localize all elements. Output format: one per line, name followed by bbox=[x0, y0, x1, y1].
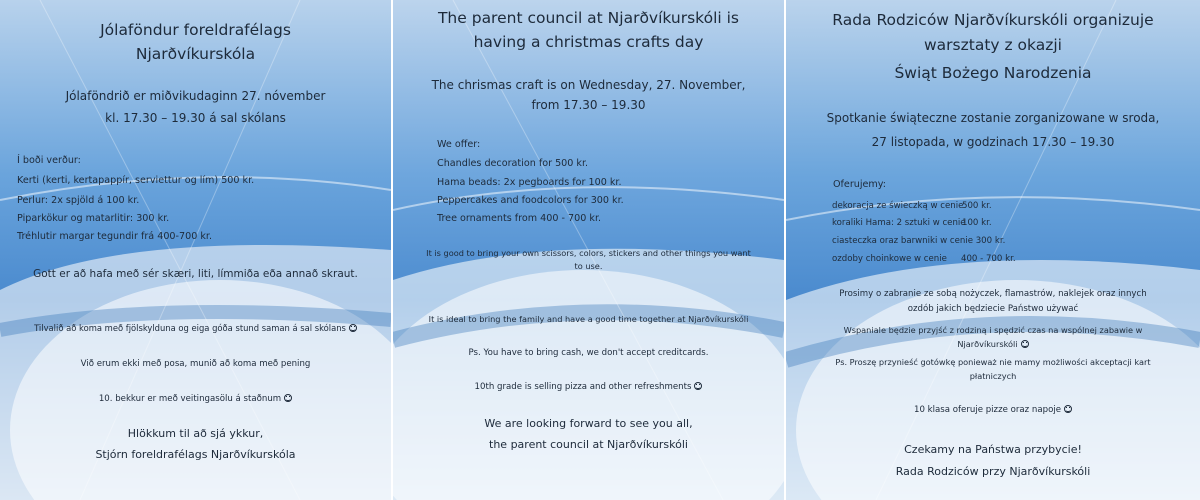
offer-item: Peppercakes and foodcolors for 300 kr. bbox=[437, 195, 624, 206]
grade-line bbox=[393, 379, 784, 395]
closing-line-1: Czekamy na Państwa przybycie! bbox=[904, 443, 1082, 456]
offer-item: Hama beads: 2x pegboards for 100 kr. bbox=[437, 177, 622, 188]
grade-line bbox=[786, 402, 1200, 418]
bring-line-2: to use. bbox=[574, 261, 603, 271]
date-line-1: The chrismas craft is on Wednesday, 27. November, bbox=[431, 78, 746, 92]
grade-text: 10. bekkur er með veitingasölu á staðnum bbox=[98, 394, 282, 404]
smiley-icon bbox=[694, 382, 702, 390]
bring-line: Gott er að hafa með sér skæri, liti, límmiða eða annað skraut. bbox=[33, 268, 358, 280]
offer-item: Tree ornaments from 400 - 700 kr. bbox=[437, 213, 602, 224]
family-text: Tilvalið að koma með fjölskylduna og eiga góða stund saman á sal skólans bbox=[34, 323, 346, 333]
offer-item-price: 500 kr. bbox=[962, 201, 992, 211]
offer-item: Chandles decoration for 500 kr. bbox=[437, 158, 589, 169]
date-line-2: from 17.30 – 19.30 bbox=[531, 98, 646, 112]
offer-heading: Í boði verður: bbox=[17, 155, 81, 166]
offer-item: Perlur: 2x spjöld á 100 kr. bbox=[17, 195, 140, 206]
family-line-2 bbox=[786, 336, 1200, 352]
offer-item-label: dekoracja ze świeczką w cenie bbox=[832, 201, 964, 211]
bring-line-2: ozdób jakich będziecie Państwo używać bbox=[907, 304, 1079, 314]
offer-item-price: 100 kr. bbox=[962, 218, 992, 228]
cash-line: Ps. You have to bring cash, we don't accept creditcards. bbox=[468, 348, 709, 358]
title-line-2: warsztaty z okazji bbox=[923, 36, 1062, 54]
cash-line-1: Ps. Proszę przynieść gotówkę ponieważ nie mamy możliwości akceptacji kart bbox=[835, 357, 1151, 367]
offer-item-label: ciasteczka oraz barwniki w cenie 300 kr. bbox=[832, 236, 1006, 246]
date-line-2: 27 listopada, w godzinach 17.30 – 19.30 bbox=[871, 135, 1115, 149]
grade-line bbox=[0, 391, 391, 407]
family-line: It is ideal to bring the family and have a good time together at Njarðvíkurskóli bbox=[428, 314, 749, 324]
poster-icelandic bbox=[0, 0, 391, 500]
date-line-1: Spotkanie świąteczne zostanie zorganizowane w sroda, bbox=[826, 111, 1160, 125]
grade-text: 10th grade is selling pizza and other refreshments bbox=[474, 382, 692, 392]
closing-line-1: Hlökkum til að sjá ykkur, bbox=[127, 427, 264, 440]
title-line-1: Jólaföndur foreldrafélags bbox=[100, 21, 291, 39]
family-line-1: Wspaniale będzie przyjść z rodziną i spędzić czas na wspólnej zabawie w bbox=[843, 325, 1143, 335]
title-line-2: having a christmas crafts day bbox=[473, 33, 704, 51]
closing-line-2: the parent council at Njarðvíkurskóli bbox=[489, 438, 688, 451]
bring-line-1: Prosimy o zabranie ze sobą nożyczek, flamastrów, naklejek oraz innych bbox=[839, 289, 1147, 299]
poster-polish bbox=[786, 0, 1200, 500]
date-line-1: Jólaföndrið er miðvikudaginn 27. nóvember bbox=[65, 89, 326, 103]
title-line-1: Rada Rodziców Njarðvíkurskóli organizuje bbox=[832, 11, 1154, 29]
bring-line-1: It is good to bring your own scissors, colors, stickers and other things you want bbox=[426, 248, 751, 258]
cash-line: Við erum ekki með posa, munið að koma með pening bbox=[80, 359, 311, 369]
smiley-icon bbox=[284, 394, 292, 402]
title-line-1: The parent council at Njarðvíkurskóli is bbox=[437, 9, 740, 27]
offer-item: Kerti (kerti, kertapappír, serviettur og lím) 500 kr. bbox=[17, 175, 255, 186]
offer-item: Piparkökur og matarlitir: 300 kr. bbox=[17, 213, 170, 224]
offer-heading: We offer: bbox=[437, 139, 481, 150]
family-text: Njarðvíkurskóli bbox=[957, 339, 1018, 349]
offer-item-price: 400 - 700 kr. bbox=[961, 254, 1016, 264]
offer-item-label: ozdoby choinkowe w cenie bbox=[832, 254, 947, 264]
grade-text: 10 klasa oferuje pizze oraz napoje bbox=[913, 405, 1061, 415]
poster-english bbox=[393, 0, 784, 500]
smiley-icon bbox=[1064, 405, 1072, 413]
offer-item-label: koraliki Hama: 2 sztuki w cenie bbox=[832, 218, 966, 228]
closing-line-2: Rada Rodziców przy Njarðvíkurskóli bbox=[895, 465, 1091, 478]
closing-line-2: Stjórn foreldrafélags Njarðvíkurskóla bbox=[95, 448, 296, 461]
smiley-icon bbox=[349, 324, 357, 332]
cash-line-2: płatniczych bbox=[969, 371, 1017, 381]
smiley-icon bbox=[1021, 340, 1029, 348]
closing-line-1: We are looking forward to see you all, bbox=[484, 417, 693, 430]
family-line bbox=[0, 320, 391, 336]
title-line-2: Njarðvíkurskóla bbox=[135, 45, 256, 63]
offer-heading: Oferujemy: bbox=[833, 179, 886, 190]
offer-item: Tréhlutir margar tegundir frá 400-700 kr. bbox=[17, 231, 213, 242]
date-line-2: kl. 17.30 – 19.30 á sal skólans bbox=[105, 111, 286, 125]
title-line-3: Świąt Bożego Narodzenia bbox=[894, 64, 1092, 82]
